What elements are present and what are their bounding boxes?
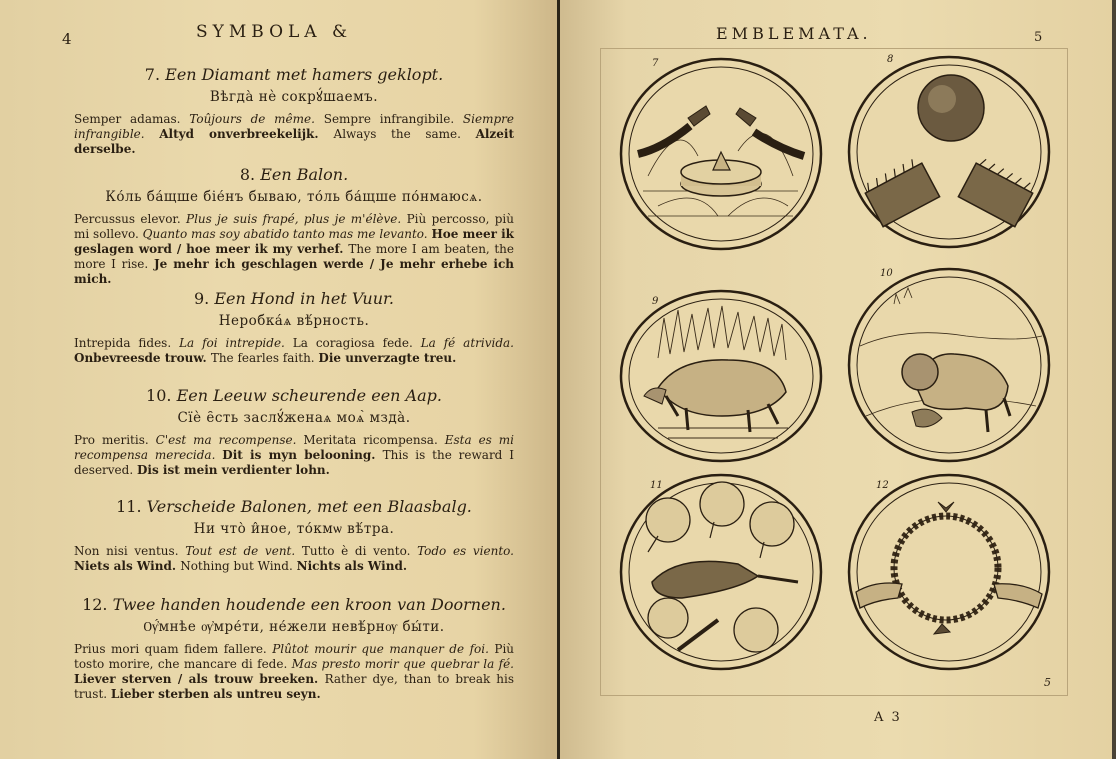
motto-text: Non nisi ventus. bbox=[74, 544, 186, 558]
motto-text: Tout est de vent. bbox=[185, 544, 302, 558]
dog-fire-icon bbox=[618, 288, 824, 464]
motto-text: This is the reward I deserved. bbox=[74, 448, 514, 477]
entry-8 bbox=[74, 164, 514, 287]
motto-text: Niets als Wind. bbox=[74, 559, 181, 573]
motto-text: Esta es mi recompensa merecida. bbox=[74, 433, 515, 462]
motto-text: Mas presto morir que quebrar la fé. bbox=[291, 657, 514, 671]
entry-slavonic-motto: Ни что̀ и̂ное, то́кмѡ вѣ́тра. bbox=[193, 521, 395, 537]
page-number-right: 5 bbox=[1034, 30, 1043, 45]
entry-body bbox=[74, 112, 514, 157]
motto-text: Always the same. bbox=[333, 127, 476, 141]
motto-text: La fé atrivida. bbox=[420, 336, 514, 350]
motto-text: La coragiosa fede. bbox=[292, 336, 421, 350]
entry-title: 11. Verscheide Balonen, met een Blaasbalg. bbox=[116, 497, 472, 516]
emblem-hands-crown bbox=[846, 472, 1052, 672]
scan-edge bbox=[1112, 0, 1116, 759]
entry-9 bbox=[74, 288, 514, 366]
motto-text: Tutto è di vento. bbox=[301, 544, 418, 558]
entry-12 bbox=[74, 594, 514, 702]
emblem-number: 8 bbox=[887, 54, 894, 65]
entry-slavonic-motto: Сїѐ е̑сть заслꙋ́женаѧ моѧ̀ мзда̀. bbox=[177, 410, 411, 426]
motto-text: C'est ma recompense. bbox=[155, 433, 304, 447]
motto-text: Hoe meer ik geslagen word / hoe meer ik my verhef. bbox=[74, 227, 514, 256]
motto-text: Dis ist mein verdienter lohn. bbox=[136, 463, 330, 477]
motto-text: Dit is myn belooning. bbox=[222, 448, 383, 462]
motto-text: Percussus elevor. bbox=[74, 212, 187, 226]
entry-title: 12. Twee handen houdende een kroon van Doornen. bbox=[82, 595, 506, 614]
motto-text: Intrepida fides. bbox=[74, 336, 180, 350]
emblem-number: 10 bbox=[880, 268, 893, 279]
motto-text: Quanto mas soy abatido tanto mas me levanto. bbox=[142, 227, 432, 241]
emblem-balloons-bellows bbox=[618, 472, 824, 672]
entry-body bbox=[74, 642, 514, 702]
emblem-number: 12 bbox=[876, 480, 889, 491]
motto-text: Toûjours de même. bbox=[189, 112, 324, 126]
motto-text: Liever sterven / als trouw breeken. bbox=[74, 672, 325, 686]
signature-mark: A 3 bbox=[874, 710, 902, 725]
motto-text: Sempre infrangibile. bbox=[323, 112, 463, 126]
entry-7 bbox=[74, 64, 514, 157]
entry-10 bbox=[74, 385, 514, 478]
entry-title: 9. Een Hond in het Vuur. bbox=[193, 289, 395, 308]
motto-text: Rather dye, than to break his trust. bbox=[74, 672, 514, 701]
motto-text: The more I am beaten, the more I rise. bbox=[74, 242, 514, 271]
motto-text: La foi intrepide. bbox=[179, 336, 293, 350]
motto-text: Meritata ricompensa. bbox=[303, 433, 445, 447]
motto-text: Nothing but Wind. bbox=[180, 559, 297, 573]
left-page bbox=[0, 0, 557, 759]
diamond-hammers-icon bbox=[618, 56, 824, 252]
entry-title: 10. Een Leeuw scheurende een Aap. bbox=[146, 386, 442, 405]
motto-text: Più percosso, più mi sollevo. bbox=[74, 212, 514, 241]
plate-mark: 5 bbox=[1044, 676, 1051, 689]
emblem-balloon bbox=[846, 54, 1052, 250]
page-number-left: 4 bbox=[62, 30, 72, 48]
motto-text: Plûtot mourir que manquer de foi. bbox=[272, 642, 495, 656]
motto-text: Semper adamas. bbox=[74, 112, 190, 126]
motto-text: Nichts als Wind. bbox=[296, 559, 408, 573]
motto-text: Lieber sterben als untreu seyn. bbox=[110, 687, 321, 701]
motto-text: Onbevreesde trouw. bbox=[74, 351, 211, 365]
entry-slavonic-motto: Ко́ль ба́щше біе́нъ бываю, то́ль ба́щше по́нмаюсѧ. bbox=[105, 189, 483, 205]
balloons-bellows-icon bbox=[618, 472, 824, 672]
motto-text: Più tosto morire, che mancare di fede. bbox=[74, 642, 515, 671]
running-head-left: SYMBOLA & bbox=[196, 22, 353, 42]
motto-text: Pro meritis. bbox=[74, 433, 156, 447]
entry-slavonic-motto: Неробка́ѧ вѣ́рность. bbox=[218, 313, 370, 329]
motto-text: The fearles faith. bbox=[210, 351, 319, 365]
motto-text: Prius mori quam fidem fallere. bbox=[74, 642, 273, 656]
entry-slavonic-motto: Ѹ҆́мнѣе ѹ҆мре́ти, не́жели невѣ́рнѹ бы́ти. bbox=[143, 619, 445, 635]
motto-text: Siempre infrangible. bbox=[74, 112, 514, 141]
motto-text: Todo es viento. bbox=[417, 544, 514, 558]
emblem-dog-fire bbox=[618, 288, 824, 464]
emblem-lion-ape bbox=[846, 266, 1052, 464]
motto-text: Alzeit derselbe. bbox=[74, 127, 514, 156]
lion-ape-icon bbox=[846, 266, 1052, 464]
motto-text: Die unverzagte treu. bbox=[318, 351, 457, 365]
emblem-number: 7 bbox=[652, 58, 659, 69]
entry-body bbox=[74, 336, 514, 366]
entry-slavonic-motto: Вѣгда̀ нѐ сокрꙋ́шаемъ. bbox=[209, 89, 379, 105]
entry-title: 7. Een Diamant met hamers geklopt. bbox=[144, 65, 444, 84]
motto-text: Je mehr ich geschlagen werde / Je mehr erhebe ich mich. bbox=[74, 257, 514, 286]
motto-text: Plus je suis frapé, plus je m'élève. bbox=[186, 212, 407, 226]
emblem-number: 9 bbox=[652, 296, 659, 307]
balloon-icon bbox=[846, 54, 1052, 250]
running-head-right: EMBLEMATA. bbox=[716, 24, 872, 43]
entry-body bbox=[74, 544, 514, 574]
entry-body bbox=[74, 433, 514, 478]
entry-body bbox=[74, 212, 514, 287]
emblem-diamond-hammers bbox=[618, 56, 824, 252]
motto-text: Altyd onverbreekelijk. bbox=[159, 127, 334, 141]
entry-11 bbox=[74, 496, 514, 574]
hands-crown-icon bbox=[846, 472, 1052, 672]
entry-title: 8. Een Balon. bbox=[239, 165, 349, 184]
emblem-number: 11 bbox=[650, 480, 663, 491]
